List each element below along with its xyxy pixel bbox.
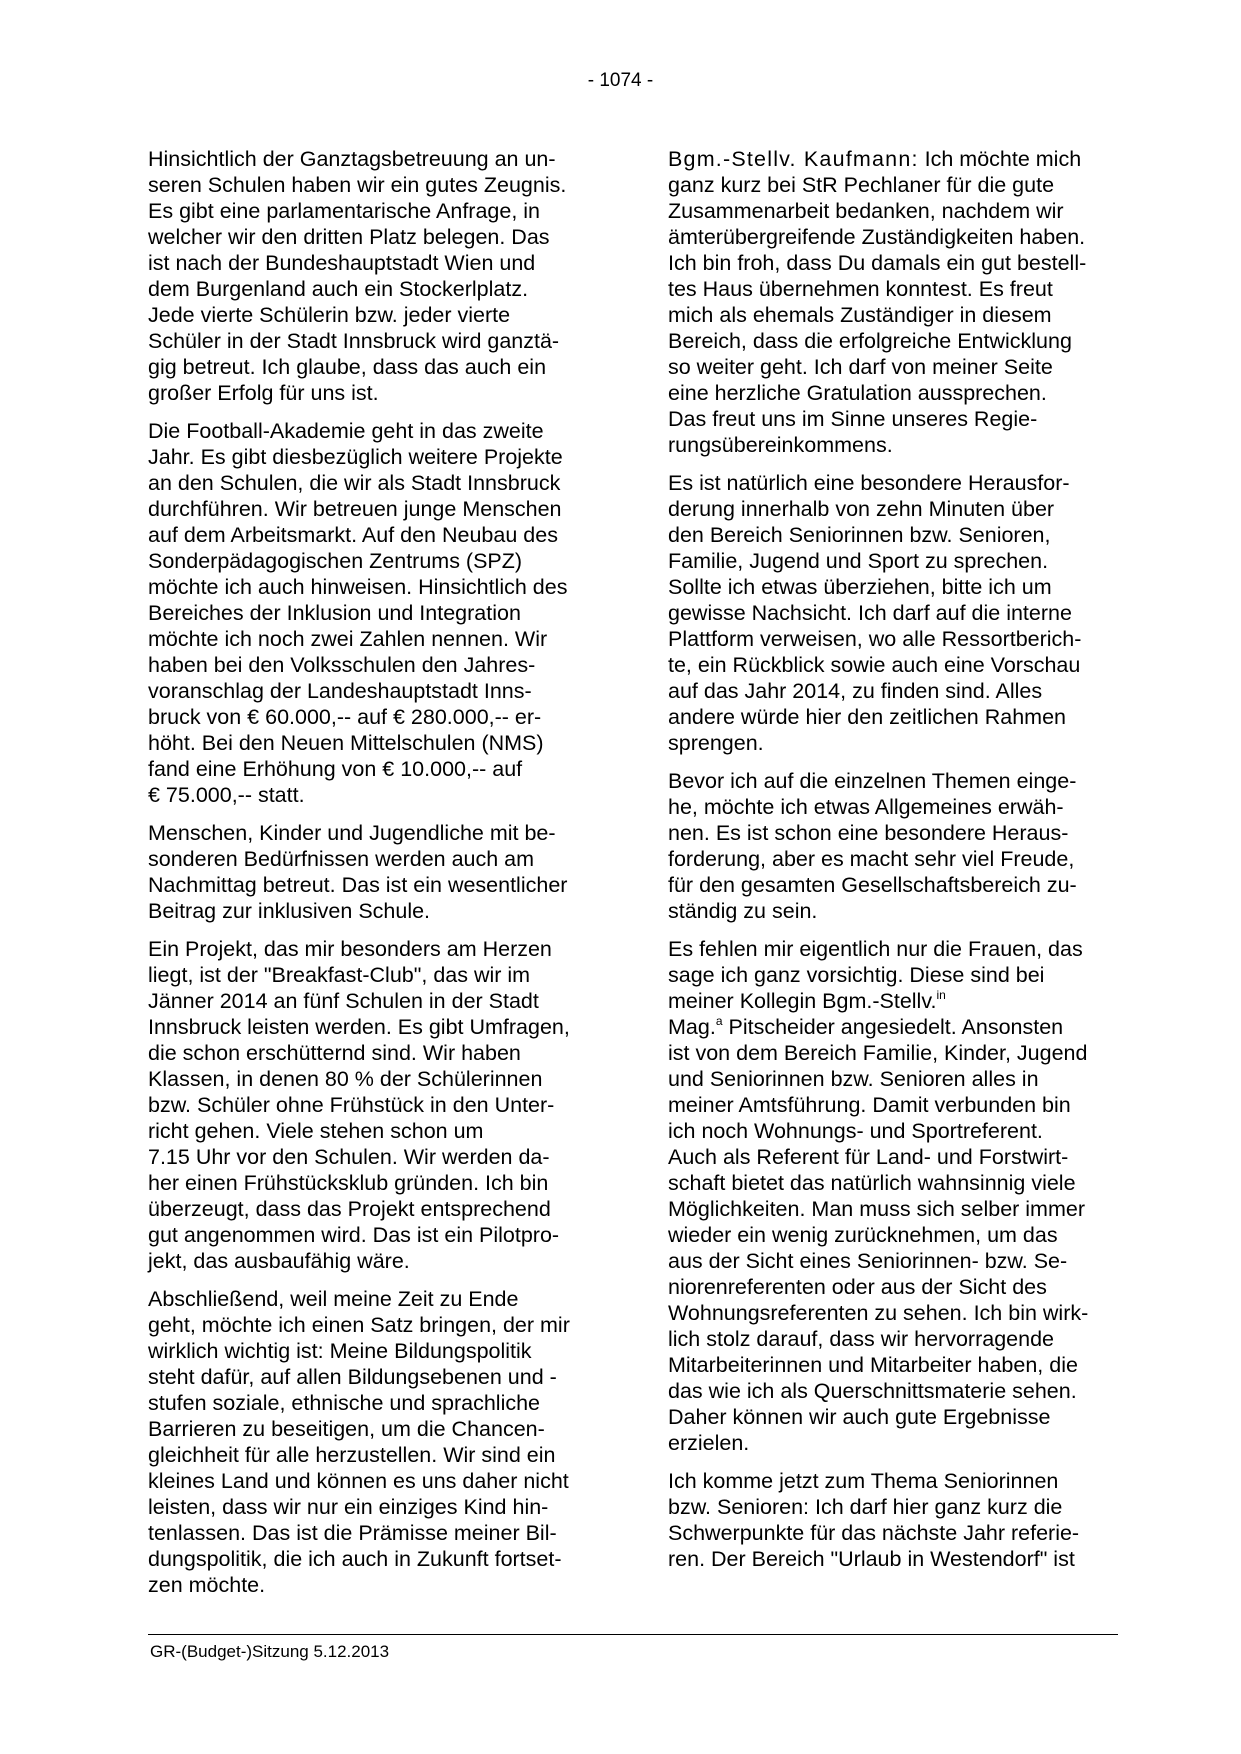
- text-line: Schwerpunkte für das nächste Jahr referie-: [668, 1521, 1080, 1545]
- paragraph-bildungspolitik: [148, 1286, 588, 1598]
- paragraph-inklusive-schule: [148, 820, 588, 924]
- text-line: [668, 1014, 1108, 1040]
- text-line: seren Schulen haben wir ein gutes Zeugnis.: [148, 173, 567, 197]
- text-line: möchte ich noch zwei Zahlen nennen. Wir: [148, 627, 548, 651]
- text-line: tenlassen. Das ist die Prämisse meiner Bil-: [148, 1521, 557, 1545]
- paragraph-breakfast-club: [148, 936, 588, 1274]
- text-line: te, ein Rückblick sowie auch eine Vorschau: [668, 653, 1081, 677]
- text-line: Beitrag zur inklusiven Schule.: [148, 899, 431, 923]
- footer-session-label: GR-(Budget-)Sitzung 5.12.2013: [150, 1642, 390, 1661]
- text-line: Zusammenarbeit bedanken, nachdem wir: [668, 199, 1064, 223]
- text-line: Ein Projekt, das mir besonders am Herzen: [148, 937, 552, 961]
- paragraph-kaufmann-statement: [668, 146, 1108, 458]
- speaker-name: Bgm.-Stellv. Kaufmann:: [668, 147, 919, 171]
- text-line: andere würde hier den zeitlichen Rahmen: [668, 705, 1066, 729]
- text-line: niorenreferenten oder aus der Sicht des: [668, 1275, 1047, 1299]
- text-line: bruck von € 60.000,-- auf € 280.000,-- er-: [148, 705, 542, 729]
- text-line: rungsübereinkommens.: [668, 433, 893, 457]
- text-line: wirklich wichtig ist: Meine Bildungspolitik: [148, 1339, 532, 1363]
- text-line: für den gesamten Gesellschaftsbereich zu-: [668, 873, 1077, 897]
- paragraph-frauen: [668, 936, 1108, 1456]
- text-line: Klassen, in denen 80 % der Schülerinnen: [148, 1067, 543, 1091]
- text-line: Barrieren zu beseitigen, um die Chancen-: [148, 1417, 545, 1441]
- paragraph-herausforderung: [668, 470, 1108, 756]
- text-line: voranschlag der Landeshauptstadt Inns-: [148, 679, 532, 703]
- text-line: Ich bin froh, dass Du damals ein gut bestell-: [668, 251, 1087, 275]
- text-line: forderung, aber es macht sehr viel Freude,: [668, 847, 1075, 871]
- text-line: Auch als Referent für Land- und Forstwirt-: [668, 1145, 1069, 1169]
- text-line: richt gehen. Viele stehen schon um: [148, 1119, 484, 1143]
- text-line: Jahr. Es gibt diesbezüglich weitere Projekte: [148, 445, 563, 469]
- paragraph-ganztagsbetreuung: [148, 146, 588, 406]
- text-line: Jede vierte Schülerin bzw. jeder vierte: [148, 303, 511, 327]
- text-line: he, möchte ich etwas Allgemeines erwäh-: [668, 795, 1064, 819]
- text-fragment: meiner Kollegin Bgm.-Stellv.: [668, 989, 937, 1013]
- superscript-in: in: [936, 988, 946, 1002]
- text-line: Schüler in der Stadt Innsbruck wird ganztä-: [148, 329, 560, 353]
- text-line: möchte ich auch hinweisen. Hinsichtlich des: [148, 575, 568, 599]
- text-line: eine herzliche Gratulation aussprechen.: [668, 381, 1047, 405]
- text-line: gewisse Nachsicht. Ich darf auf die interne: [668, 601, 1072, 625]
- text-line: auf das Jahr 2014, zu finden sind. Alles: [668, 679, 1043, 703]
- text-line: mich als ehemals Zuständiger in diesem: [668, 303, 1052, 327]
- text-line: geht, möchte ich einen Satz bringen, der mir: [148, 1313, 570, 1337]
- text-line: derung innerhalb von zehn Minuten über: [668, 497, 1055, 521]
- text-line: steht dafür, auf allen Bildungsebenen und -: [148, 1365, 557, 1389]
- text-line: auf dem Arbeitsmarkt. Auf den Neubau des: [148, 523, 558, 547]
- text-line: sage ich ganz vorsichtig. Diese sind bei: [668, 963, 1045, 987]
- text-line: Daher können wir auch gute Ergebnisse: [668, 1405, 1051, 1429]
- text-line: großer Erfolg für uns ist.: [148, 381, 379, 405]
- page-number: - 1074 -: [587, 70, 654, 91]
- text-line: welcher wir den dritten Platz belegen. Das: [148, 225, 550, 249]
- text-line: 7.15 Uhr vor den Schulen. Wir werden da-: [148, 1145, 550, 1169]
- text-line: gig betreut. Ich glaube, dass das auch ein: [148, 355, 547, 379]
- text-line: Bevor ich auf die einzelnen Themen einge-: [668, 769, 1077, 793]
- text-line: kleines Land und können es uns daher nicht: [148, 1469, 569, 1493]
- text-line: Familie, Jugend und Sport zu sprechen.: [668, 549, 1049, 573]
- text-line: tes Haus übernehmen konntest. Es freut: [668, 277, 1053, 301]
- text-line: das wie ich als Querschnittsmaterie sehen.: [668, 1379, 1077, 1403]
- text-line: zen möchte.: [148, 1573, 266, 1597]
- text-line: Nachmittag betreut. Das ist ein wesentlicher: [148, 873, 568, 897]
- text-line: ganz kurz bei StR Pechlaner für die gute: [668, 173, 1055, 197]
- text-line: Sollte ich etwas überziehen, bitte ich um: [668, 575, 1052, 599]
- text-line: Es ist natürlich eine besondere Herausfor-: [668, 471, 1070, 495]
- text-line: bzw. Schüler ohne Frühstück in den Unter-: [148, 1093, 555, 1117]
- text-line: Das freut uns im Sinne unseres Regie-: [668, 407, 1038, 431]
- text-line: Wohnungsreferenten zu sehen. Ich bin wirk-: [668, 1301, 1089, 1325]
- text-line: fand eine Erhöhung von € 10.000,-- auf: [148, 757, 523, 781]
- text-line: ist von dem Bereich Familie, Kinder, Jugend: [668, 1041, 1088, 1065]
- text-fragment: Mag.: [668, 1015, 716, 1039]
- text-line: Es fehlen mir eigentlich nur die Frauen, das: [668, 937, 1083, 961]
- text-line: ständig zu sein.: [668, 899, 818, 923]
- text-line: dungspolitik, die ich auch in Zukunft fortset-: [148, 1547, 562, 1571]
- text-line: an den Schulen, die wir als Stadt Innsbruck: [148, 471, 561, 495]
- text-line: bzw. Senioren: Ich darf hier ganz kurz die: [668, 1495, 1063, 1519]
- right-column: [668, 146, 1108, 1584]
- text-line: Bereiches der Inklusion und Integration: [148, 601, 521, 625]
- text-line: Sonderpädagogischen Zentrums (SPZ): [148, 549, 523, 573]
- text-fragment: Ich möchte mich: [918, 147, 1082, 171]
- text-line: nen. Es ist schon eine besondere Heraus-: [668, 821, 1069, 845]
- text-line: gleichheit für alle herzustellen. Wir sind ein: [148, 1443, 556, 1467]
- text-line: Jänner 2014 an fünf Schulen in der Stadt: [148, 989, 539, 1013]
- paragraph-seniorinnen: [668, 1468, 1108, 1572]
- left-column: [148, 146, 588, 1610]
- text-line: ist nach der Bundeshauptstadt Wien und: [148, 251, 536, 275]
- text-line: erzielen.: [668, 1431, 750, 1455]
- text-line: überzeugt, dass das Projekt entsprechend: [148, 1197, 551, 1221]
- text-line: Plattform verweisen, wo alle Ressortberich-: [668, 627, 1082, 651]
- text-line: Hinsichtlich der Ganztagsbetreuung an un-: [148, 147, 556, 171]
- text-line: ich noch Wohnungs- und Sportreferent.: [668, 1119, 1043, 1143]
- text-line: Es gibt eine parlamentarische Anfrage, in: [148, 199, 541, 223]
- text-fragment: Pitscheider angesiedelt. Ansonsten: [722, 1015, 1064, 1039]
- text-line: durchführen. Wir betreuen junge Menschen: [148, 497, 562, 521]
- text-line: gut angenommen wird. Das ist ein Pilotpro-: [148, 1223, 560, 1247]
- text-line: dem Burgenland auch ein Stockerlplatz.: [148, 277, 529, 301]
- text-line: Ich komme jetzt zum Thema Seniorinnen: [668, 1469, 1059, 1493]
- text-line: [668, 988, 1108, 1014]
- text-line: so weiter geht. Ich darf von meiner Seite: [668, 355, 1053, 379]
- text-line: sprengen.: [668, 731, 764, 755]
- text-line: stufen soziale, ethnische und sprachliche: [148, 1391, 541, 1415]
- text-line: höht. Bei den Neuen Mittelschulen (NMS): [148, 731, 544, 755]
- text-line: [668, 146, 1108, 172]
- text-line: und Seniorinnen bzw. Senioren alles in: [668, 1067, 1039, 1091]
- text-line: die schon erschütternd sind. Wir haben: [148, 1041, 521, 1065]
- text-line: den Bereich Seniorinnen bzw. Senioren,: [668, 523, 1051, 547]
- text-line: wieder ein wenig zurücknehmen, um das: [668, 1223, 1058, 1247]
- text-line: leisten, dass wir nur ein einziges Kind hin-: [148, 1495, 549, 1519]
- text-line: jekt, das ausbaufähig wäre.: [148, 1249, 410, 1273]
- text-line: liegt, ist der "Breakfast-Club", das wir im: [148, 963, 531, 987]
- paragraph-allgemeines: [668, 768, 1108, 924]
- text-line: schaft bietet das natürlich wahnsinnig viele: [668, 1171, 1076, 1195]
- text-line: her einen Frühstücksklub gründen. Ich bin: [148, 1171, 549, 1195]
- text-line: Menschen, Kinder und Jugendliche mit be-: [148, 821, 556, 845]
- text-line: ämterübergreifende Zuständigkeiten haben.: [668, 225, 1086, 249]
- superscript-a: a: [715, 1014, 723, 1028]
- text-line: meiner Amtsführung. Damit verbunden bin: [668, 1093, 1071, 1117]
- text-line: Bereich, dass die erfolgreiche Entwicklung: [668, 329, 1072, 353]
- text-line: ren. Der Bereich "Urlaub in Westendorf" ist: [668, 1547, 1075, 1571]
- text-line: Abschließend, weil meine Zeit zu Ende: [148, 1287, 519, 1311]
- text-line: lich stolz darauf, dass wir hervorragende: [668, 1327, 1054, 1351]
- text-line: sonderen Bedürfnissen werden auch am: [148, 847, 535, 871]
- text-line: € 75.000,-- statt.: [148, 783, 305, 807]
- text-line: Innsbruck leisten werden. Es gibt Umfragen,: [148, 1015, 570, 1039]
- text-line: Die Football-Akademie geht in das zweite: [148, 419, 544, 443]
- text-line: aus der Sicht eines Seniorinnen- bzw. Se-: [668, 1249, 1068, 1273]
- paragraph-football-akademie: [148, 418, 588, 808]
- text-line: Möglichkeiten. Man muss sich selber immer: [668, 1197, 1085, 1221]
- text-line: haben bei den Volksschulen den Jahres-: [148, 653, 536, 677]
- text-line: Mitarbeiterinnen und Mitarbeiter haben, die: [668, 1353, 1078, 1377]
- footer-divider: [148, 1634, 1118, 1635]
